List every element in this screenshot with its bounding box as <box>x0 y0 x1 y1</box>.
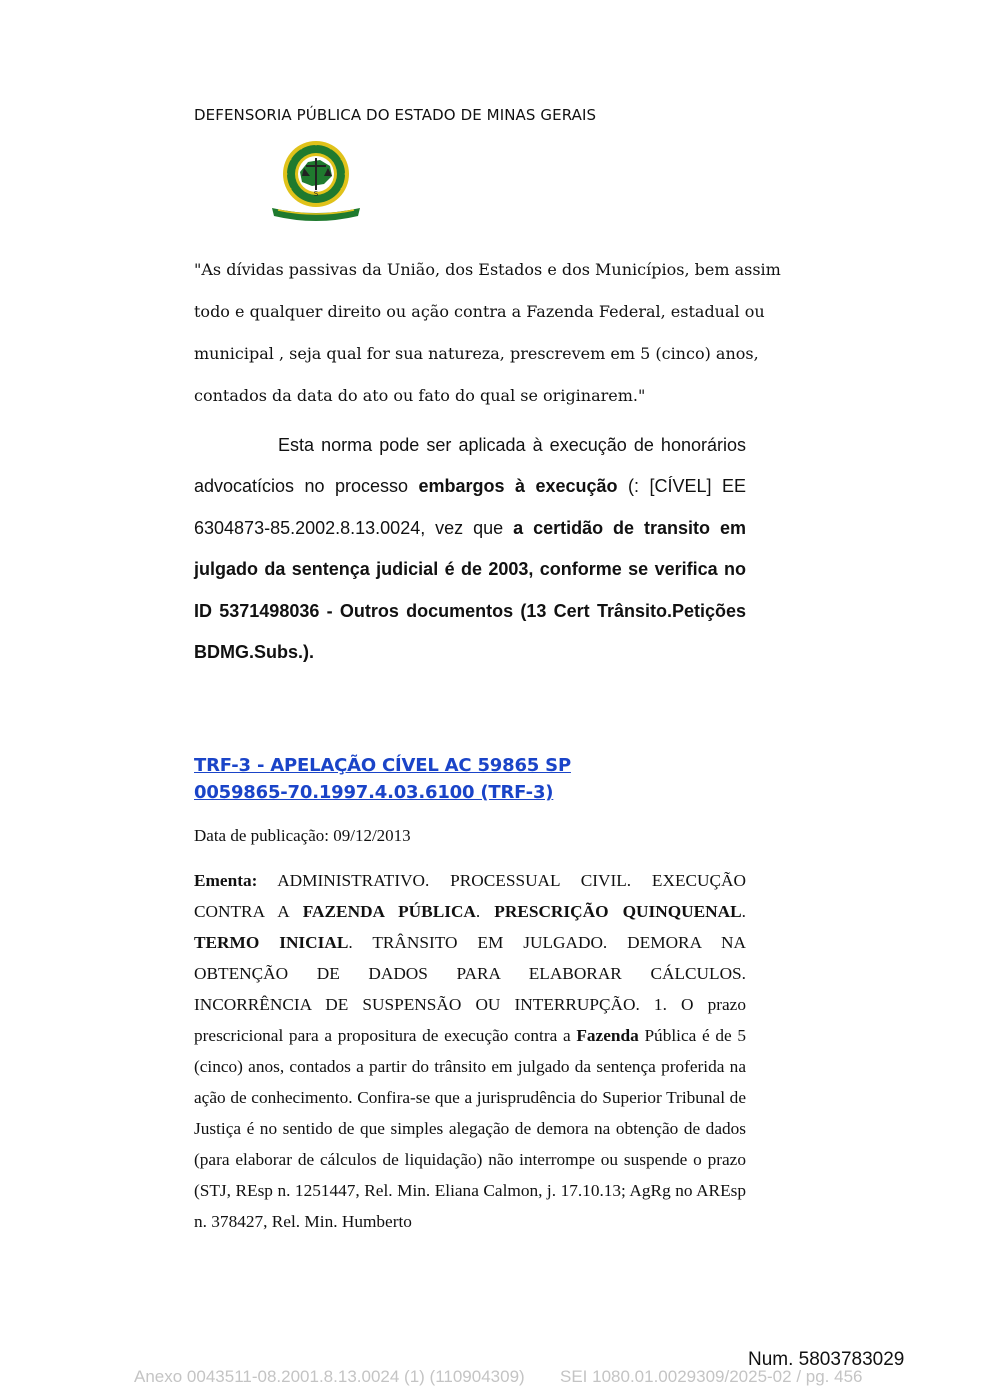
quote-line: contados da data do ato ou fato do qual se originarem." <box>194 386 646 405</box>
ementa-bold: FAZENDA PÚBLICA <box>302 902 476 921</box>
annex-watermark <box>134 1367 863 1387</box>
norma-text-process: (: [CÍVEL] EE 6304873-85.2002.8.13.0024, vez que <box>194 476 746 538</box>
norma-text: Esta norma pode ser aplicada à execução de honorários advocatícios no processo <box>194 435 746 497</box>
ementa-bold: Fazenda <box>576 1026 639 1045</box>
norma-bold-certidao: a certidão de transito em julgado da sentença judicial é de 2003, conforme se verifica no ID 5371498036 - Outros documentos (13 Cert Trânsito.Petições BDMG.Subs.). <box>194 517 746 663</box>
ementa-text: . <box>741 902 746 921</box>
institution-title: DEFENSORIA PÚBLICA DO ESTADO DE MINAS GERAIS <box>194 106 597 124</box>
defensoria-emblem-icon <box>268 138 364 222</box>
quote-line: "As dívidas passivas da União, dos Estados e dos Municípios, bem assim <box>194 260 781 279</box>
norma-paragraph <box>194 425 746 673</box>
ementa-text: . <box>475 902 495 921</box>
document-number: Num. 5803783029 <box>748 1349 905 1370</box>
publication-date: Data de publicação: 09/12/2013 <box>194 826 411 845</box>
case-reference-link[interactable]: TRF-3 - APELAÇÃO CÍVEL AC 59865 SP 0059865-70.1997.4.03.6100 (TRF-3) <box>194 755 571 803</box>
quote-line: municipal , seja qual for sua natureza, prescrevem em 5 (cinco) anos, <box>194 344 759 363</box>
ementa-text: Pública é de 5 (cinco) anos, contados a partir do trânsito em julgado da sentença proferida na ação de conhecimento. Confira-se que a jurisprudência do Superior Tribunal de Justiça é no sentido de que simples alegação de demora na obtenção de dados (para elaborar de cálculos de liquidação) não interrompe ou suspende o prazo (STJ, REsp n. 1251447, Rel. Min. Eliana Calmon, j. 17.10.13; AgRg no AREsp n. 378427, Rel. Min. Humberto <box>194 1026 746 1231</box>
sei-reference: SEI 1080.01.0029309/2025-02 / pg. 456 <box>560 1367 863 1386</box>
annex-reference: Anexo 0043511-08.2001.8.13.0024 (1) (110904309) <box>134 1367 525 1386</box>
ementa-label: Ementa: <box>194 871 258 890</box>
ementa-text: . TRÂNSITO EM JULGADO. DEMORA NA OBTENÇÃO DE DADOS PARA ELABORAR CÁLCULOS. INCORRÊNCIA DE SUSPENSÃO OU INTERRUPÇÃO. 1. O prazo prescricional para a propositura de execução contra a <box>194 933 747 1045</box>
svg-text:S: S <box>313 190 319 198</box>
norma-bold-embargos: embargos à execução <box>418 476 618 497</box>
ementa-bold: PRESCRIÇÃO QUINQUENAL <box>494 902 742 921</box>
quote-line: todo e qualquer direito ou ação contra a Fazenda Federal, estadual ou <box>194 302 765 321</box>
ementa-paragraph <box>194 865 746 1237</box>
ementa-bold: TERMO INICIAL <box>194 933 349 952</box>
legal-quote <box>194 249 781 417</box>
ementa-text: ADMINISTRATIVO. PROCESSUAL CIVIL. EXECUÇÃO CONTRA A <box>194 871 746 921</box>
